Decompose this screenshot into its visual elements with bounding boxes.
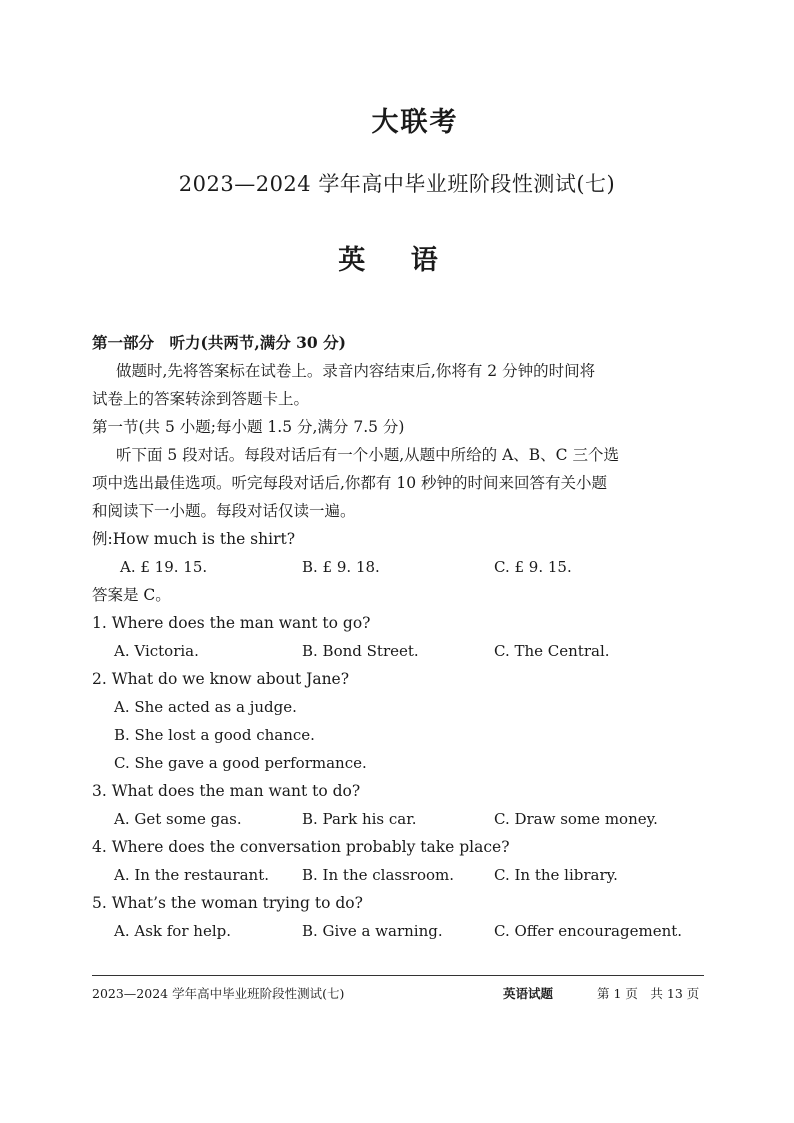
question-5-option-b: B. Give a warning. xyxy=(302,922,443,940)
question-2-option-a: A. She acted as a judge. xyxy=(114,698,297,716)
question-3-option-a: A. Get some gas. xyxy=(114,810,242,828)
question-5-option-c: C. Offer encouragement. xyxy=(494,922,683,940)
question-2-option-c: C. She gave a good performance. xyxy=(114,754,367,772)
footer-exam-title: 2023—2024 学年高中毕业班阶段性测试(七) xyxy=(92,986,345,1001)
section1-instructions-line2: 项中选出最佳选项。听完每段对话后,你都有 10 秒钟的时间来回答有关小题 xyxy=(92,474,608,492)
section1-heading: 第一节(共 5 小题;每小题 1.5 分,满分 7.5 分) xyxy=(92,418,405,436)
question-5-option-a: A. Ask for help. xyxy=(114,922,231,940)
question-2-option-b: B. She lost a good chance. xyxy=(114,726,315,744)
question-1-option-c: C. The Central. xyxy=(494,642,610,660)
subject-title: 英 语 xyxy=(338,245,456,276)
brand-title: 大联考 xyxy=(371,107,459,138)
question-1: 1. Where does the man want to go? xyxy=(92,614,371,632)
question-4-option-b: B. In the classroom. xyxy=(302,866,455,884)
footer-page-number: 第 1 页 共 13 页 xyxy=(597,986,700,1001)
example-option-b: B. £ 9. 18. xyxy=(302,558,380,576)
question-2: 2. What do we know about Jane? xyxy=(92,670,350,688)
section1-instructions-line1: 听下面 5 段对话。每段对话后有一个小题,从题中所给的 A、B、C 三个选 xyxy=(116,446,619,464)
exam-subtitle: 2023—2024 学年高中毕业班阶段性测试(七) xyxy=(178,172,616,196)
question-4-option-a: A. In the restaurant. xyxy=(114,866,270,884)
part1-intro-line1: 做题时,先将答案标在试卷上。录音内容结束后,你将有 2 分钟的时间将 xyxy=(116,362,596,380)
part1-heading: 第一部分 听力(共两节,满分 30 分) xyxy=(92,333,346,352)
question-4-option-c: C. In the library. xyxy=(494,866,618,884)
question-1-option-a: A. Victoria. xyxy=(114,642,199,660)
question-5: 5. What’s the woman trying to do? xyxy=(92,894,363,912)
question-4: 4. Where does the conversation probably take place? xyxy=(92,838,510,856)
question-1-option-b: B. Bond Street. xyxy=(302,642,419,660)
footer-subject: 英语试题 xyxy=(503,986,554,1001)
part1-intro-line2: 试卷上的答案转涂到答题卡上。 xyxy=(92,390,310,408)
example-answer: 答案是 C。 xyxy=(92,586,171,604)
question-3-option-c: C. Draw some money. xyxy=(494,810,658,828)
section1-instructions-line3: 和阅读下一小题。每段对话仅读一遍。 xyxy=(92,502,356,520)
question-3: 3. What does the man want to do? xyxy=(92,782,361,800)
example-question: 例:How much is the shirt? xyxy=(92,530,296,548)
footer-divider xyxy=(92,975,704,976)
example-option-a: A. £ 19. 15. xyxy=(120,558,208,576)
example-option-c: C. £ 9. 15. xyxy=(494,558,572,576)
question-3-option-b: B. Park his car. xyxy=(302,810,417,828)
